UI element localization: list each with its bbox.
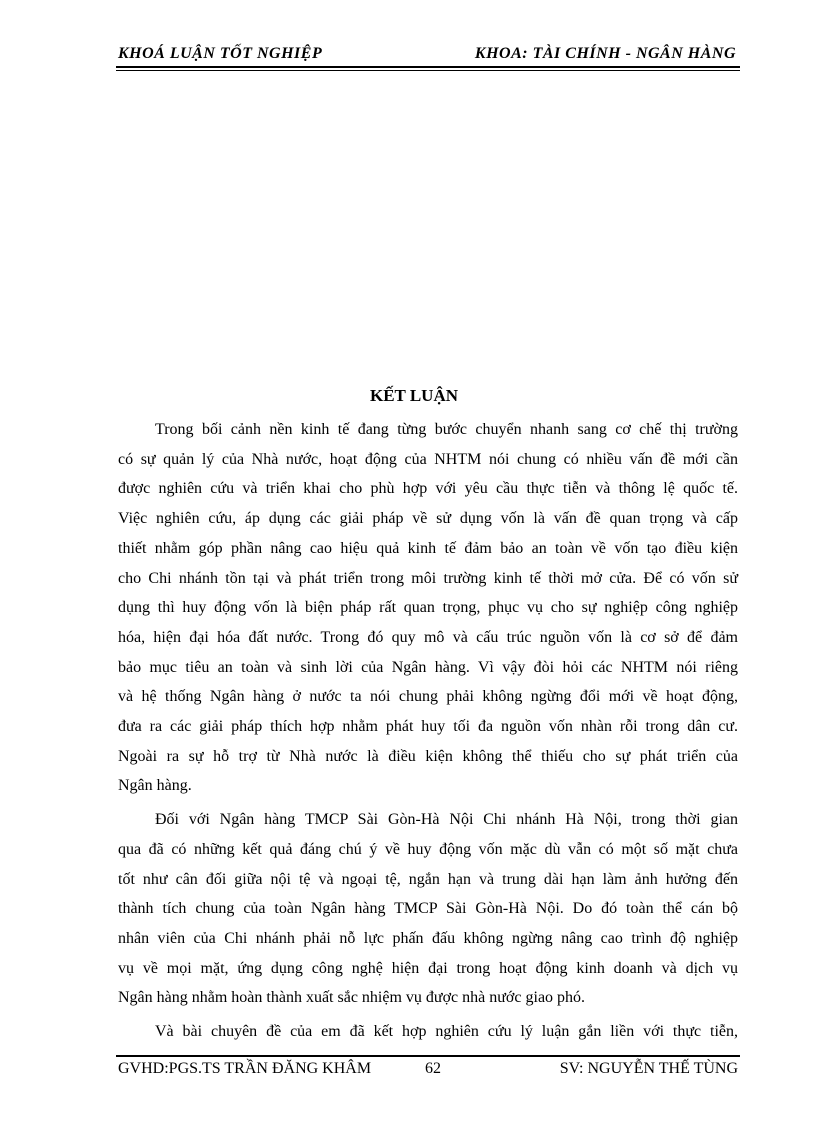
text-line-content: thành tích chung của toàn Ngân hàng TMCP Sài Gòn-Hà Nội. Do đó toàn thể cán bộ [118, 900, 738, 918]
text-line [118, 539, 738, 559]
text-line [118, 899, 738, 919]
footer-rule [116, 1055, 740, 1057]
text-line-content: Ngoài ra sự hỗ trợ từ Nhà nước là điều kiện không thể thiếu cho sự phát triển của [118, 747, 738, 765]
text-line [118, 687, 738, 707]
text-line [118, 569, 738, 589]
text-line-content: cho Chi nhánh tồn tại và phát triển trong môi trường kinh tế thời mở cửa. Để có vốn sử [118, 569, 738, 587]
text-line-content: dụng thì huy động vốn là biện pháp rất quan trọng, phục vụ cho sự nghiệp công nghiệp [118, 599, 738, 617]
text-line [155, 810, 738, 830]
text-line [155, 1022, 738, 1042]
text-line [118, 747, 738, 767]
text-line [155, 420, 738, 440]
text-line-content: thiết nhằm góp phần nâng cao hiệu quả kinh tế đảm bảo an toàn về vốn tạo điều kiện [118, 539, 738, 557]
text-line [118, 988, 738, 1008]
section-title: KẾT LUẬN [369, 386, 458, 405]
text-line [118, 776, 738, 796]
footer-advisor: GVHD:PGS.TS TRẦN ĐĂNG KHÂM [118, 1060, 372, 1077]
text-line [118, 479, 738, 499]
text-line-content: Việc nghiên cứu, áp dụng các giải pháp về sử dụng vốn là vấn đề quan trọng và cấp [118, 510, 738, 528]
text-line [118, 628, 738, 648]
text-line-content: bảo mục tiêu an toàn và sinh lời của Ngân hàng. Vì vậy đòi hỏi các NHTM nói riêng [118, 658, 738, 676]
header-left: KHOÁ LUẬN TỐT NGHIỆP [118, 45, 323, 62]
page-number: 62 [425, 1060, 441, 1077]
text-line-content: Trong bối cảnh nền kinh tế đang từng bước chuyển nhanh sang cơ chế thị trường [155, 421, 738, 438]
text-line [118, 840, 738, 860]
text-line-content: tốt như cân đối giữa nội tệ và ngoại tệ, ngắn hạn và trung dài hạn làm ảnh hưởng đến [118, 870, 738, 888]
text-line-content: qua đã có những kết quả đáng chú ý về huy động vốn mặc dù vẫn có một số mặt chưa [118, 840, 738, 858]
text-line [118, 959, 738, 979]
header-rule-thin [116, 70, 740, 71]
text-line-content: đưa ra các giải pháp thích hợp nhằm phát huy tối đa nguồn vốn nhàn rỗi trong dân cư. [118, 718, 738, 735]
text-line-content: vụ về mọi mặt, ứng dụng công nghệ hiện đại trong hoạt động kinh doanh và dịch vụ [118, 959, 738, 977]
text-line [118, 929, 738, 949]
text-line-content: có sự quản lý của Nhà nước, hoạt động của NHTM nói chung có nhiều vấn đề mới cần [118, 450, 738, 468]
header-rule [116, 66, 740, 68]
text-line [118, 598, 738, 618]
text-line-content: Và bài chuyên đề của em đã kết hợp nghiên cứu lý luận gắn liền với thực tiễn, [155, 1023, 738, 1040]
text-line [118, 450, 738, 470]
text-line-content: được nghiên cứu và triển khai cho phù hợp với yêu cầu thực tiễn và thông lệ quốc tế. [118, 480, 738, 498]
text-line-content: Đối với Ngân hàng TMCP Sài Gòn-Hà Nội Chi nhánh Hà Nội, trong thời gian [155, 811, 738, 829]
text-line [118, 658, 738, 678]
text-line [118, 509, 738, 529]
text-line [118, 870, 738, 890]
text-line-content: Ngân hàng. [118, 777, 192, 795]
header-right: KHOA: TÀI CHÍNH - NGÂN HÀNG [474, 45, 736, 62]
text-line-content: Ngân hàng nhằm hoàn thành xuất sắc nhiệm vụ được nhà nước giao phó. [118, 989, 586, 1007]
footer-student: SV: NGUYỄN THẾ TÙNG [559, 1060, 738, 1077]
text-line-content: nhân viên của Chi nhánh phải nỗ lực phấn đấu không ngừng nâng cao trình độ nghiệp [118, 929, 738, 947]
text-line-content: hóa, hiện đại hóa đất nước. Trong đó quy mô và cấu trúc nguồn vốn là cơ sở để đảm [118, 628, 738, 646]
text-line-content: và hệ thống Ngân hàng ở nước ta nói chung phải không ngừng đổi mới về hoạt động, [118, 688, 738, 706]
text-line [118, 717, 738, 737]
